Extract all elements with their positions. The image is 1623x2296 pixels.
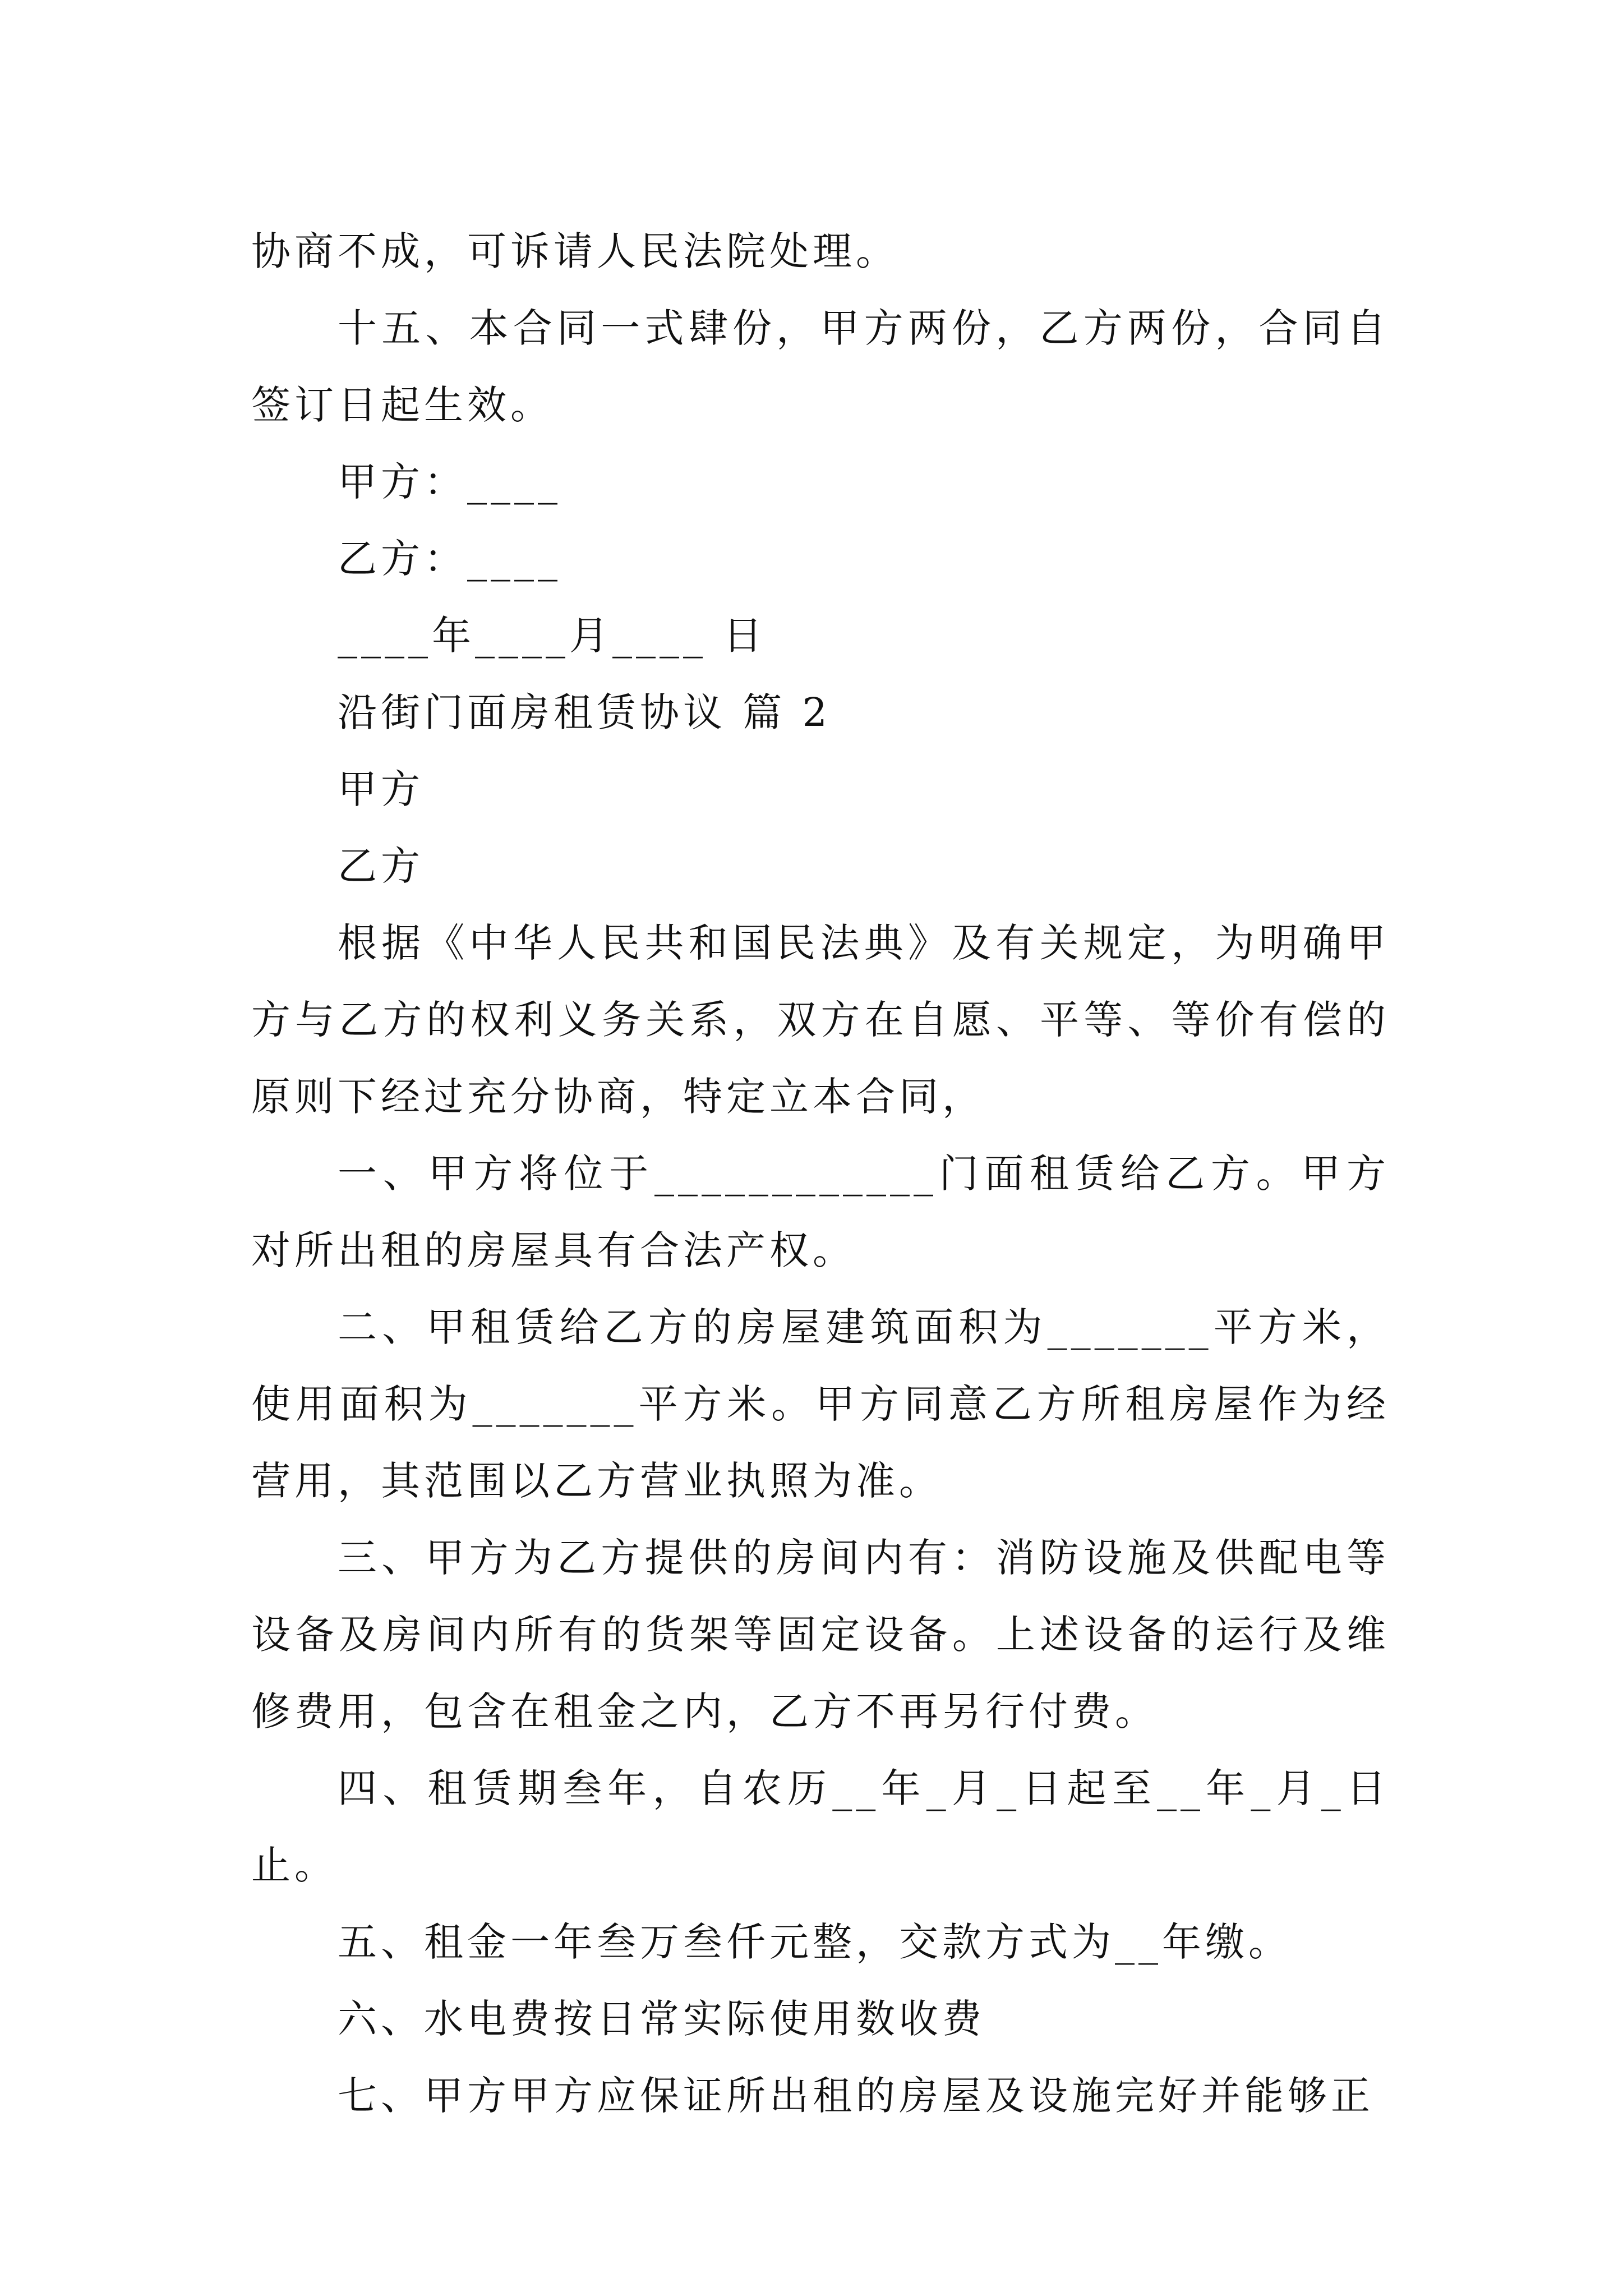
- section-title: 沿街门面房租赁协议 篇 2: [338, 689, 832, 735]
- paragraph-clause-6: 六、水电费按日常实际使用数收费: [338, 1996, 985, 2042]
- signature-party-a: 甲方：____: [338, 459, 561, 505]
- party-b-label: 乙方: [338, 843, 424, 889]
- paragraph-clause-3: 三、甲方为乙方提供的房间内有：消防设施及供配电等设备及房间内所有的货架等固定设备。上述设备的运行及维修费用，包含在租金之内，乙方不再另行付费。: [251, 1535, 1390, 1734]
- document-body: [251, 213, 1390, 2134]
- signature-party-b: 乙方：____: [338, 536, 561, 582]
- paragraph-clause-15: 十五、本合同一式肆份，甲方两份，乙方两份，合同自签订日起生效。: [251, 305, 1390, 428]
- paragraph-clause-2: 二、甲租赁给乙方的房屋建筑面积为_______平方米，使用面积为_______平方米。甲方同意乙方所租房屋作为经营用，其范围以乙方营业执照为准。: [251, 1304, 1390, 1504]
- paragraph-clause-5: 五、租金一年叁万叁仟元整，交款方式为__年缴。: [338, 1919, 1292, 1965]
- party-a-label: 甲方: [338, 766, 424, 812]
- paragraph-clause-7: 七、甲方甲方应保证所出租的房屋及设施完好并能够正: [338, 2073, 1374, 2119]
- signature-date: ____年____月____ 日: [338, 613, 767, 659]
- paragraph-clause-1: 一、甲方将位于____________门面租赁给乙方。甲方对所出租的房屋具有合法产权。: [251, 1151, 1390, 1273]
- paragraph-preamble: 根据《中华人民共和国民法典》及有关规定，为明确甲方与乙方的权利义务关系，双方在自愿、平等、等价有偿的原则下经过充分协商，特定立本合同，: [251, 920, 1390, 1120]
- paragraph-clause-4: 四、租赁期叁年，自农历__年_月_日起至__年_月_日止。: [251, 1765, 1390, 1888]
- paragraph-dispute-continuation: 协商不成，可诉请人民法院处理。: [251, 228, 899, 274]
